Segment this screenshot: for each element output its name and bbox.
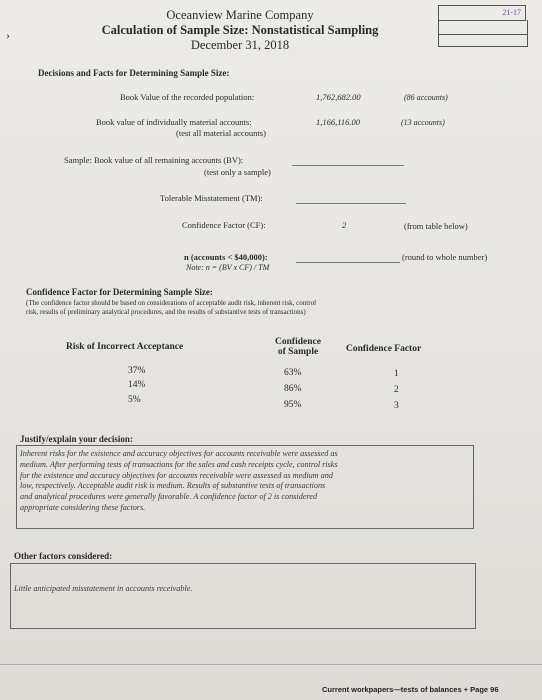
n-note: (round to whole number) — [402, 252, 488, 262]
book-value-note: (86 accounts) — [404, 93, 448, 102]
tm-label: Tolerable Misstatement (TM): — [160, 193, 263, 203]
header — [60, 8, 420, 53]
justify-line: and analytical procedures were generally favorable. A confidence factor of 2 is considered — [20, 492, 318, 502]
justify-line: appropriate considering these factors. — [20, 502, 146, 512]
justify-line: low, respectively. Acceptable audit risk is medium. Results of substantive tests of transactions — [20, 481, 326, 491]
material-label: Book value of individually material accounts: — [96, 117, 252, 127]
justify-line: Inherent risks for the existence and accuracy objectives for accounts receivable were assessed as — [20, 449, 338, 458]
n-formula: Note: n = (BV x CF) / TM — [186, 263, 270, 272]
col-header-confidence — [266, 337, 330, 357]
footer-text: Current workpapers—tests of balances + Page 96 — [322, 685, 499, 694]
ref-box-row-2 — [438, 20, 528, 35]
col-header-factor: Confidence Factor — [346, 344, 422, 354]
row-2-confidence: 86% — [284, 384, 302, 394]
sample-sub: (test only a sample) — [204, 167, 271, 177]
cf-note: (from table below) — [404, 221, 468, 231]
other-box — [10, 563, 476, 629]
decisions-title: Decisions and Facts for Determining Sample Size: — [38, 68, 230, 78]
sample-label: Sample: Book value of all remaining accounts (BV): — [64, 155, 244, 165]
company-name: Oceanview Marine Company — [166, 8, 314, 22]
n-blank — [296, 262, 400, 263]
justify-line: for the existence and accuracy objectives for accounts receivable were assessed as medium and — [20, 470, 333, 480]
justify-text — [20, 449, 474, 514]
cf-value: 2 — [342, 220, 347, 230]
book-value-label: Book Value of the recorded population: — [120, 92, 255, 102]
material-sub: (test all material accounts) — [176, 128, 266, 138]
col-header-confidence-line1: Confidence — [275, 337, 321, 347]
cf-section-desc-2: risk, results of preliminary analytical procedures, and the results of substantive tests of transactions) — [26, 308, 306, 316]
row-1-factor: 1 — [394, 369, 399, 379]
cf-section-title: Confidence Factor for Determining Sample Size: — [26, 287, 213, 297]
row-2-factor: 2 — [394, 385, 399, 395]
row-3-factor: 3 — [394, 401, 399, 411]
material-value: 1,166,116.00 — [316, 117, 360, 127]
worksheet-title: Calculation of Sample Size: Nonstatistical Sampling — [101, 23, 379, 37]
ref-number: 21-17 — [502, 8, 521, 17]
justify-title: Justify/explain your decision: — [20, 434, 133, 444]
n-label: n (accounts < $40,000): — [184, 252, 268, 262]
row-1-risk: 37% — [128, 366, 146, 376]
row-2-risk: 14% — [128, 380, 146, 390]
footer-divider — [0, 664, 542, 665]
sample-blank — [292, 165, 404, 166]
row-3-risk: 5% — [128, 395, 141, 405]
col-header-confidence-line2: of Sample — [277, 347, 319, 357]
material-note: (13 accounts) — [401, 118, 445, 127]
cf-section-desc-1: (The confidence factor should be based on considerations of acceptable audit risk, inherent risk, control — [26, 299, 317, 307]
book-value: 1,762,682.00 — [316, 92, 361, 102]
ref-box — [438, 5, 526, 21]
worksheet-date: December 31, 2018 — [190, 38, 290, 52]
row-1-confidence: 63% — [284, 368, 302, 378]
row-3-confidence: 95% — [284, 400, 302, 410]
cf-label: Confidence Factor (CF): — [182, 220, 266, 230]
other-text: Little anticipated misstatement in accounts receivable. — [14, 584, 193, 593]
tm-blank — [296, 203, 406, 204]
other-title: Other factors considered: — [14, 551, 113, 561]
col-header-risk: Risk of Incorrect Acceptance — [66, 342, 184, 352]
ref-box-row-3 — [438, 34, 528, 47]
justify-line: medium. After performing tests of transactions for the sales and cash receipts cycle, control risks — [20, 459, 338, 469]
binder-mark-icon: › — [6, 28, 10, 42]
